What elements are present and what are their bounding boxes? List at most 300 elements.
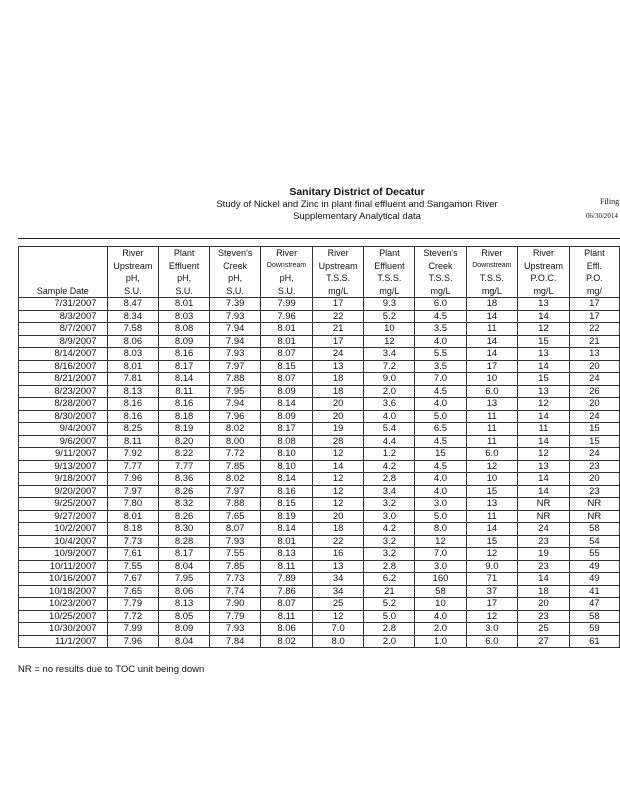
value-cell: 12 — [415, 535, 466, 548]
value-cell: 7.81 — [107, 373, 159, 386]
value-cell: 5.5 — [415, 348, 466, 361]
column-header-line: Steven's — [218, 248, 253, 258]
value-cell: 3.4 — [364, 485, 415, 498]
value-cell: 7.0 — [415, 373, 466, 386]
value-cell: 7.84 — [210, 635, 261, 648]
table-row — [19, 535, 620, 548]
value-cell: 8.16 — [159, 398, 210, 411]
column-header-line: T.S.S. — [479, 273, 504, 283]
value-cell: 3.0 — [415, 498, 466, 511]
value-cell: 14 — [518, 473, 570, 486]
column-header-line: S.U. — [175, 285, 193, 296]
value-cell: 7.74 — [210, 585, 261, 598]
value-cell: 4.5 — [415, 310, 466, 323]
value-cell: 14 — [518, 485, 570, 498]
value-cell: 41 — [569, 585, 619, 598]
value-cell: 14 — [518, 573, 570, 586]
value-cell: 13 — [466, 398, 518, 411]
value-cell: 8.30 — [159, 523, 210, 536]
value-cell: 11 — [466, 323, 518, 336]
value-cell: 2.0 — [364, 385, 415, 398]
value-cell: 6.5 — [415, 423, 466, 436]
column-header-line: Steven's — [423, 248, 458, 258]
value-cell: 8.02 — [210, 423, 261, 436]
value-cell: 8.01 — [107, 360, 159, 373]
sample-date-cell: 10/30/2007 — [19, 623, 108, 636]
value-cell: 7.72 — [107, 610, 159, 623]
value-cell: 1.0 — [415, 635, 466, 648]
value-cell: 59 — [569, 623, 619, 636]
value-cell: 8.28 — [159, 535, 210, 548]
value-cell: 7.97 — [107, 485, 159, 498]
value-cell: 2.8 — [364, 560, 415, 573]
value-cell: 7.61 — [107, 548, 159, 561]
value-cell: 8.0 — [415, 523, 466, 536]
value-cell: 15 — [569, 423, 619, 436]
column-header-line: mg/L — [533, 285, 554, 296]
column-header-line: pH, — [279, 273, 294, 283]
value-cell: 14 — [518, 410, 570, 423]
column-header-line: Downstream — [266, 261, 307, 269]
value-cell: 2.0 — [415, 623, 466, 636]
value-cell: 8.01 — [261, 335, 313, 348]
value-cell: 8.01 — [107, 510, 159, 523]
column-header — [415, 247, 466, 298]
table-row — [19, 398, 620, 411]
column-header-line: T.S.S. — [428, 273, 453, 283]
value-cell: 14 — [466, 348, 518, 361]
value-cell: 7.93 — [210, 348, 261, 361]
report-subtitle-2: Supplementary Analytical data — [293, 211, 421, 222]
value-cell: 4.4 — [364, 435, 415, 448]
column-header — [364, 247, 415, 298]
column-header — [466, 247, 518, 298]
value-cell: 58 — [415, 585, 466, 598]
table-row — [19, 410, 620, 423]
value-cell: 12 — [518, 398, 570, 411]
value-cell: 14 — [312, 460, 364, 473]
table-row — [19, 360, 620, 373]
value-cell: 5.2 — [364, 598, 415, 611]
value-cell: 8.16 — [107, 410, 159, 423]
value-cell: 20 — [312, 410, 364, 423]
value-cell: 9.0 — [466, 560, 518, 573]
value-cell: 7.0 — [312, 623, 364, 636]
value-cell: 5.0 — [415, 410, 466, 423]
analytical-data-table — [18, 246, 620, 648]
value-cell: 7.73 — [107, 535, 159, 548]
value-cell: 4.0 — [415, 398, 466, 411]
sample-date-cell: 8/30/2007 — [19, 410, 108, 423]
value-cell: 8.18 — [107, 523, 159, 536]
table-row — [19, 473, 620, 486]
value-cell: 160 — [415, 573, 466, 586]
value-cell: 24 — [518, 523, 570, 536]
column-header — [518, 247, 570, 298]
value-cell: 8.02 — [210, 473, 261, 486]
sample-date-cell: 9/6/2007 — [19, 435, 108, 448]
value-cell: 12 — [466, 460, 518, 473]
column-header — [159, 247, 210, 298]
value-cell: 8.14 — [261, 398, 313, 411]
column-header-line: River — [481, 248, 503, 258]
column-header-line: P.O. — [585, 273, 603, 283]
value-cell: 19 — [518, 548, 570, 561]
value-cell: 15 — [518, 335, 570, 348]
sample-date-cell: 9/11/2007 — [19, 448, 108, 461]
value-cell: 10 — [364, 323, 415, 336]
table-row — [19, 523, 620, 536]
value-cell: 8.01 — [261, 535, 313, 548]
sample-date-cell: 8/21/2007 — [19, 373, 108, 386]
report-subtitle: Study of Nickel and Zinc in plant final effluent and Sangamon River — [216, 199, 498, 210]
column-header — [312, 247, 364, 298]
value-cell: 17 — [466, 598, 518, 611]
table-row — [19, 435, 620, 448]
value-cell: 7.96 — [210, 410, 261, 423]
value-cell: 4.0 — [415, 610, 466, 623]
table-row — [19, 560, 620, 573]
column-header-line: River — [532, 248, 554, 258]
value-cell: 49 — [569, 560, 619, 573]
value-cell: 21 — [312, 323, 364, 336]
value-cell: 4.0 — [415, 485, 466, 498]
value-cell: 13 — [569, 348, 619, 361]
value-cell: 8.07 — [210, 523, 261, 536]
value-cell: 5.0 — [415, 510, 466, 523]
value-cell: 7.79 — [107, 598, 159, 611]
sample-date-cell: 9/18/2007 — [19, 473, 108, 486]
value-cell: 22 — [569, 323, 619, 336]
value-cell: 7.88 — [210, 498, 261, 511]
value-cell: 8.11 — [107, 435, 159, 448]
value-cell: 12 — [518, 323, 570, 336]
value-cell: 7.80 — [107, 498, 159, 511]
value-cell: 8.07 — [261, 348, 313, 361]
value-cell: 34 — [312, 585, 364, 598]
table-row — [19, 460, 620, 473]
value-cell: 55 — [569, 548, 619, 561]
sample-date-cell: 10/2/2007 — [19, 523, 108, 536]
value-cell: 3.0 — [364, 510, 415, 523]
table-row — [19, 373, 620, 386]
value-cell: 8.03 — [159, 310, 210, 323]
value-cell: 13 — [518, 348, 570, 361]
value-cell: 34 — [312, 573, 364, 586]
value-cell: 7.95 — [159, 573, 210, 586]
value-cell: 24 — [569, 410, 619, 423]
value-cell: 4.5 — [415, 460, 466, 473]
value-cell: 23 — [518, 535, 570, 548]
value-cell: 1.2 — [364, 448, 415, 461]
value-cell: 18 — [312, 523, 364, 536]
value-cell: 8.14 — [261, 473, 313, 486]
column-header-line: mg/L — [379, 285, 400, 296]
table-row — [19, 335, 620, 348]
sample-date-cell: 9/25/2007 — [19, 498, 108, 511]
value-cell: 7.96 — [107, 473, 159, 486]
value-cell: 12 — [312, 473, 364, 486]
value-cell: 8.07 — [261, 598, 313, 611]
value-cell: 8.09 — [261, 410, 313, 423]
sample-date-cell: 8/9/2007 — [19, 335, 108, 348]
value-cell: 13 — [312, 560, 364, 573]
table-row — [19, 598, 620, 611]
value-cell: 49 — [569, 573, 619, 586]
value-cell: 8.09 — [159, 623, 210, 636]
sample-date-cell: 10/16/2007 — [19, 573, 108, 586]
column-header-line: Effl. — [586, 260, 603, 271]
value-cell: 11 — [466, 423, 518, 436]
value-cell: 3.4 — [364, 348, 415, 361]
value-cell: 7.93 — [210, 623, 261, 636]
filing-label: Filing — [600, 197, 620, 206]
table-row — [19, 498, 620, 511]
table-header-row — [19, 247, 620, 298]
value-cell: 25 — [312, 598, 364, 611]
value-cell: 12 — [312, 610, 364, 623]
value-cell: 15 — [518, 373, 570, 386]
column-header-line: T.S.S. — [377, 273, 402, 283]
value-cell: 5.4 — [364, 423, 415, 436]
table-row — [19, 348, 620, 361]
column-header-line: pH, — [177, 273, 192, 283]
value-cell: 24 — [312, 348, 364, 361]
value-cell: 8.17 — [159, 360, 210, 373]
value-cell: 18 — [518, 585, 570, 598]
value-cell: 7.93 — [210, 310, 261, 323]
value-cell: 3.0 — [415, 560, 466, 573]
column-header-line: mg/ — [586, 285, 602, 296]
value-cell: 58 — [569, 523, 619, 536]
value-cell: 8.06 — [159, 585, 210, 598]
value-cell: 4.5 — [415, 385, 466, 398]
value-cell: 8.01 — [261, 323, 313, 336]
value-cell: 8.00 — [210, 435, 261, 448]
value-cell: 7.99 — [261, 298, 313, 311]
value-cell: 10 — [466, 473, 518, 486]
value-cell: 8.13 — [107, 385, 159, 398]
table-row — [19, 623, 620, 636]
value-cell: 7.89 — [261, 573, 313, 586]
value-cell: 8.15 — [261, 498, 313, 511]
value-cell: 8.17 — [159, 548, 210, 561]
value-cell: 8.08 — [261, 435, 313, 448]
value-cell: 8.08 — [159, 323, 210, 336]
value-cell: 17 — [569, 298, 619, 311]
column-header-line: Creek — [223, 260, 248, 271]
sample-date-cell: 10/4/2007 — [19, 535, 108, 548]
value-cell: 14 — [518, 360, 570, 373]
value-cell: 2.8 — [364, 473, 415, 486]
value-cell: 22 — [312, 535, 364, 548]
value-cell: 71 — [466, 573, 518, 586]
column-header-line: Downstream — [472, 261, 512, 269]
value-cell: 7.55 — [107, 560, 159, 573]
value-cell: 12 — [518, 448, 570, 461]
value-cell: 4.2 — [364, 460, 415, 473]
value-cell: 8.16 — [261, 485, 313, 498]
sample-date-cell: 8/16/2007 — [19, 360, 108, 373]
value-cell: 13 — [518, 460, 570, 473]
value-cell: 13 — [312, 360, 364, 373]
value-cell: 7.58 — [107, 323, 159, 336]
value-cell: 8.15 — [261, 360, 313, 373]
table-row — [19, 485, 620, 498]
value-cell: 7.95 — [210, 385, 261, 398]
value-cell: 28 — [312, 435, 364, 448]
value-cell: 20 — [569, 360, 619, 373]
value-cell: 3.2 — [364, 548, 415, 561]
value-cell: 8.26 — [159, 485, 210, 498]
value-cell: 12 — [312, 448, 364, 461]
value-cell: 6.0 — [466, 448, 518, 461]
table-row — [19, 423, 620, 436]
table-row — [19, 323, 620, 336]
value-cell: 8.32 — [159, 498, 210, 511]
value-cell: 8.14 — [261, 523, 313, 536]
value-cell: 21 — [364, 585, 415, 598]
value-cell: 9.0 — [364, 373, 415, 386]
value-cell: 8.04 — [159, 635, 210, 648]
table-row — [19, 573, 620, 586]
value-cell: 8.26 — [159, 510, 210, 523]
value-cell: 8.11 — [261, 610, 313, 623]
value-cell: 7.88 — [210, 373, 261, 386]
value-cell: 6.2 — [364, 573, 415, 586]
value-cell: 4.0 — [415, 335, 466, 348]
value-cell: 9.3 — [364, 298, 415, 311]
value-cell: 8.25 — [107, 423, 159, 436]
column-header-line: P.O.C. — [530, 273, 557, 283]
value-cell: 8.13 — [261, 548, 313, 561]
value-cell: 23 — [518, 610, 570, 623]
value-cell: 61 — [569, 635, 619, 648]
filing-date: 06/30/2014 — [586, 212, 618, 220]
value-cell: 37 — [466, 585, 518, 598]
table-row — [19, 635, 620, 648]
value-cell: 24 — [569, 448, 619, 461]
value-cell: 8.09 — [261, 385, 313, 398]
value-cell: 6.0 — [466, 635, 518, 648]
value-cell: 19 — [312, 423, 364, 436]
value-cell: 7.96 — [261, 310, 313, 323]
column-header-line: T.S.S. — [326, 273, 351, 283]
value-cell: 7.99 — [107, 623, 159, 636]
column-header-line: Effluent — [168, 260, 200, 271]
value-cell: 8.0 — [312, 635, 364, 648]
value-cell: 8.03 — [107, 348, 159, 361]
value-cell: 18 — [312, 373, 364, 386]
value-cell: 14 — [466, 335, 518, 348]
value-cell: 7.97 — [210, 485, 261, 498]
table-row — [19, 310, 620, 323]
value-cell: 8.11 — [159, 385, 210, 398]
value-cell: 8.10 — [261, 460, 313, 473]
value-cell: 10 — [415, 598, 466, 611]
value-cell: 2.8 — [364, 623, 415, 636]
sample-date-cell: 9/27/2007 — [19, 510, 108, 523]
value-cell: 8.36 — [159, 473, 210, 486]
value-cell: 7.92 — [107, 448, 159, 461]
column-header-line: mg/L — [481, 285, 502, 296]
value-cell: 10 — [466, 373, 518, 386]
column-header-line: S.U. — [277, 285, 296, 296]
table-row — [19, 548, 620, 561]
sample-date-cell: 7/31/2007 — [19, 298, 108, 311]
column-header — [569, 247, 619, 298]
value-cell: 3.0 — [466, 623, 518, 636]
value-cell: 20 — [569, 473, 619, 486]
value-cell: 12 — [466, 610, 518, 623]
value-cell: 22 — [312, 310, 364, 323]
value-cell: 26 — [569, 385, 619, 398]
value-cell: 14 — [518, 435, 570, 448]
value-cell: 15 — [569, 435, 619, 448]
value-cell: 3.5 — [415, 323, 466, 336]
value-cell: 7.65 — [107, 585, 159, 598]
column-header-line: mg/L — [328, 285, 349, 296]
value-cell: 13 — [466, 498, 518, 511]
value-cell: 7.72 — [210, 448, 261, 461]
value-cell: 23 — [569, 485, 619, 498]
value-cell: 12 — [466, 548, 518, 561]
sample-date-cell: 8/3/2007 — [19, 310, 108, 323]
value-cell: 14 — [466, 310, 518, 323]
value-cell: 7.93 — [210, 535, 261, 548]
value-cell: 17 — [569, 310, 619, 323]
value-cell: 17 — [312, 335, 364, 348]
sample-date-cell: 11/1/2007 — [19, 635, 108, 648]
value-cell: 23 — [518, 560, 570, 573]
value-cell: 8.02 — [261, 635, 313, 648]
value-cell: 21 — [569, 335, 619, 348]
value-cell: 8.16 — [159, 348, 210, 361]
value-cell: 12 — [312, 485, 364, 498]
value-cell: 12 — [312, 498, 364, 511]
sample-date-cell: 10/11/2007 — [19, 560, 108, 573]
value-cell: 8.06 — [107, 335, 159, 348]
value-cell: 7.77 — [159, 460, 210, 473]
value-cell: 11 — [466, 435, 518, 448]
value-cell: 17 — [466, 360, 518, 373]
value-cell: 7.94 — [210, 323, 261, 336]
sample-date-cell: 8/7/2007 — [19, 323, 108, 336]
value-cell: 7.39 — [210, 298, 261, 311]
value-cell: 8.22 — [159, 448, 210, 461]
value-cell: 3.2 — [364, 535, 415, 548]
column-header-line: River — [327, 248, 349, 258]
value-cell: 8.04 — [159, 560, 210, 573]
table-row — [19, 298, 620, 311]
value-cell: 12 — [364, 335, 415, 348]
table-row — [19, 585, 620, 598]
value-cell: 15 — [466, 535, 518, 548]
value-cell: 8.13 — [159, 598, 210, 611]
value-cell: 7.79 — [210, 610, 261, 623]
value-cell: NR — [518, 510, 570, 523]
column-header-line: S.U. — [226, 285, 244, 296]
value-cell: 23 — [569, 460, 619, 473]
sample-date-cell: 10/9/2007 — [19, 548, 108, 561]
value-cell: 4.5 — [415, 435, 466, 448]
table-body — [19, 298, 620, 648]
column-header-line: Creek — [428, 260, 453, 271]
value-cell: 7.85 — [210, 460, 261, 473]
value-cell: 6.0 — [415, 298, 466, 311]
column-header-line: Effluent — [374, 260, 405, 271]
header-sample-date: Sample Date — [19, 247, 108, 298]
